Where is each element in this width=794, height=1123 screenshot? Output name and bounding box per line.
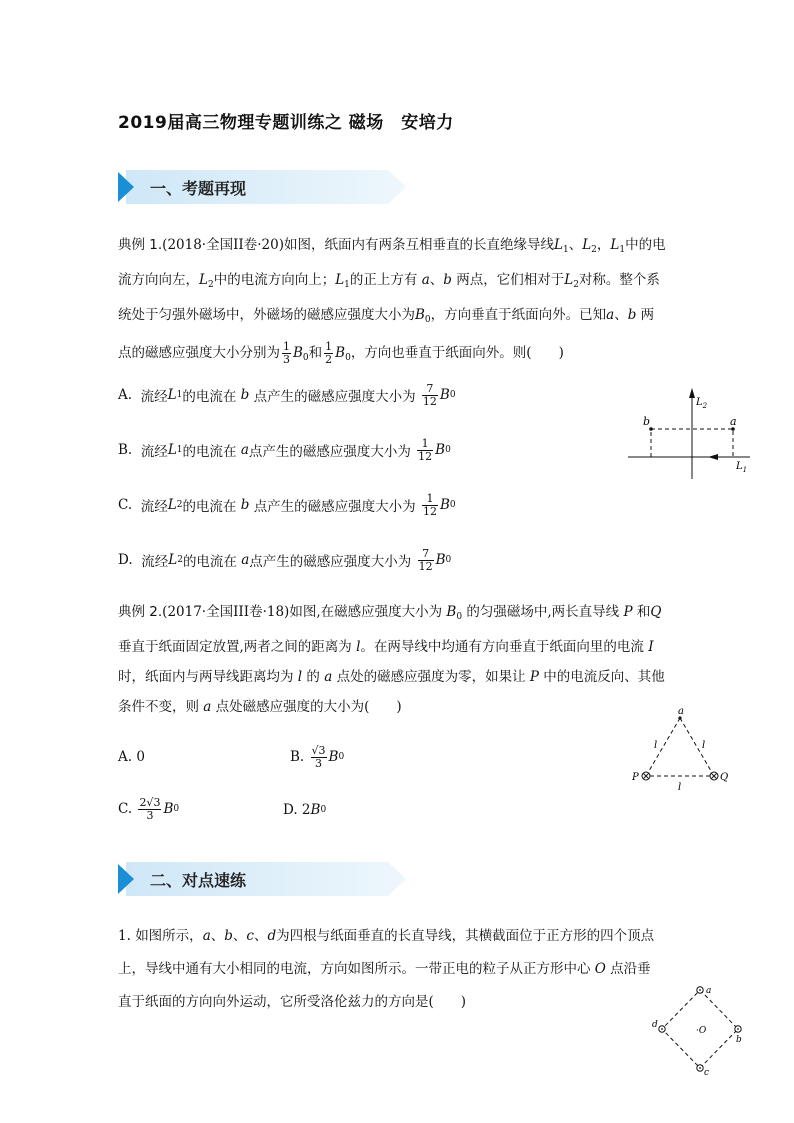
practice1-figure <box>650 984 750 1076</box>
practice1-stem: 1. 如图所示，a、b、c、d为四根与纸面垂直的长直导线，其横截面位于正方形的四个顶点 上，导线中通有大小相同的电流，方向如图所示。一带正电的粒子从正方形中心 O 点沿垂 直于纸面的方向向外运动，它所受洛伦兹力的方向是( ) <box>118 928 655 1010</box>
arrow-left-icon <box>708 454 718 460</box>
side-pa <box>646 718 680 776</box>
label-o: ·O <box>696 1026 707 1036</box>
arrow-up-icon <box>689 388 695 398</box>
label-a: a <box>678 706 684 717</box>
label-l-bottom: l <box>678 782 682 793</box>
section-banner-2 <box>118 862 408 896</box>
example2-option-b[interactable]: B. $\frac{√3}{3}$ B 0 <box>290 743 345 770</box>
page-title: 2019届高三物理专题训练之 磁场 安培力 <box>118 113 454 133</box>
label-b: b <box>643 415 651 428</box>
section-banner-1 <box>118 170 408 204</box>
label-b: b <box>736 1035 742 1045</box>
section-title-1: 一、考题再现 <box>150 179 247 198</box>
example1-option-c[interactable]: C. 流经 L 2 的电流在 b 点产生的磁感应强度大小为 $\frac{1}{12}$ B 0 <box>118 491 456 518</box>
example2-option-a[interactable]: A. 0 <box>118 749 145 765</box>
example2-stem: 典例 2.(2017·全国III卷·18)如图,在磁感应强度大小为 $B_0$ 的匀强磁场中,两长直导线 P 和Q 垂直于纸面固定放置,两者之间的距离为 l。在两导线中均通有方向垂直于纸面向里的电流 I 时，纸面内与两导线距离均为 l 的 a 点处的磁感应强度为零，如果让 P 中的电流反向、其他 条件不变，则 a 点处磁感应强度的大小为( ) <box>118 604 665 715</box>
label-q: Q <box>720 772 729 783</box>
label-a: a <box>706 986 712 996</box>
example2-figure <box>628 706 738 796</box>
example1-option-a[interactable]: A. 流经 L 1 的电流在 b 点产生的磁感应强度大小为 $\frac{7}{12}$ B 0 <box>118 381 456 408</box>
example1-option-d[interactable]: D. 流经 L 2 的电流在 a 点产生的磁感应强度大小为 $\frac{7}{12}$ B 0 <box>118 546 452 573</box>
label-p: P <box>632 772 639 783</box>
example1-stem: 典例 1.(2018·全国II卷·20)如图，纸面内有两条互相垂直的长直绝缘导线$L_1$、$L_2$，$L_1$中的电 流方向向左，$L_2$中的电流方向向上；$L_1$的正上方有 a、b 两点，它们相对于$L_2$对称。整个系 统处于匀强外磁场中，外磁场的磁感应强度大小为$B_0$，方向垂直于纸面向外。已知a、b 两 点的磁感应强度大小分别为 $\frac{1}{3}$ $B_0$和 $\frac{1}{2}$ $B_0$，方向也垂直于纸面向外。则( ) <box>118 237 666 366</box>
label-d: d <box>652 1020 658 1030</box>
side-qa <box>680 718 714 776</box>
example1-figure <box>622 385 752 485</box>
example1-option-b[interactable]: B. 流经 L 1 的电流在 a 点产生的磁感应强度大小为 $\frac{1}{12}$ B 0 <box>118 436 451 463</box>
label-l-left: l <box>654 740 658 751</box>
label-l-right: l <box>702 740 706 751</box>
label-l1: $L_1$ <box>736 461 748 474</box>
example2-option-d[interactable]: D. 2 B 0 <box>283 802 327 818</box>
label-c: c <box>704 1068 710 1076</box>
label-a: a <box>730 415 737 428</box>
example2-option-c[interactable]: C. $\frac{2√3}{3}$ B 0 <box>118 795 180 822</box>
label-l2: $L_2$ <box>696 397 708 410</box>
section-title-2: 二、对点速练 <box>150 871 247 890</box>
